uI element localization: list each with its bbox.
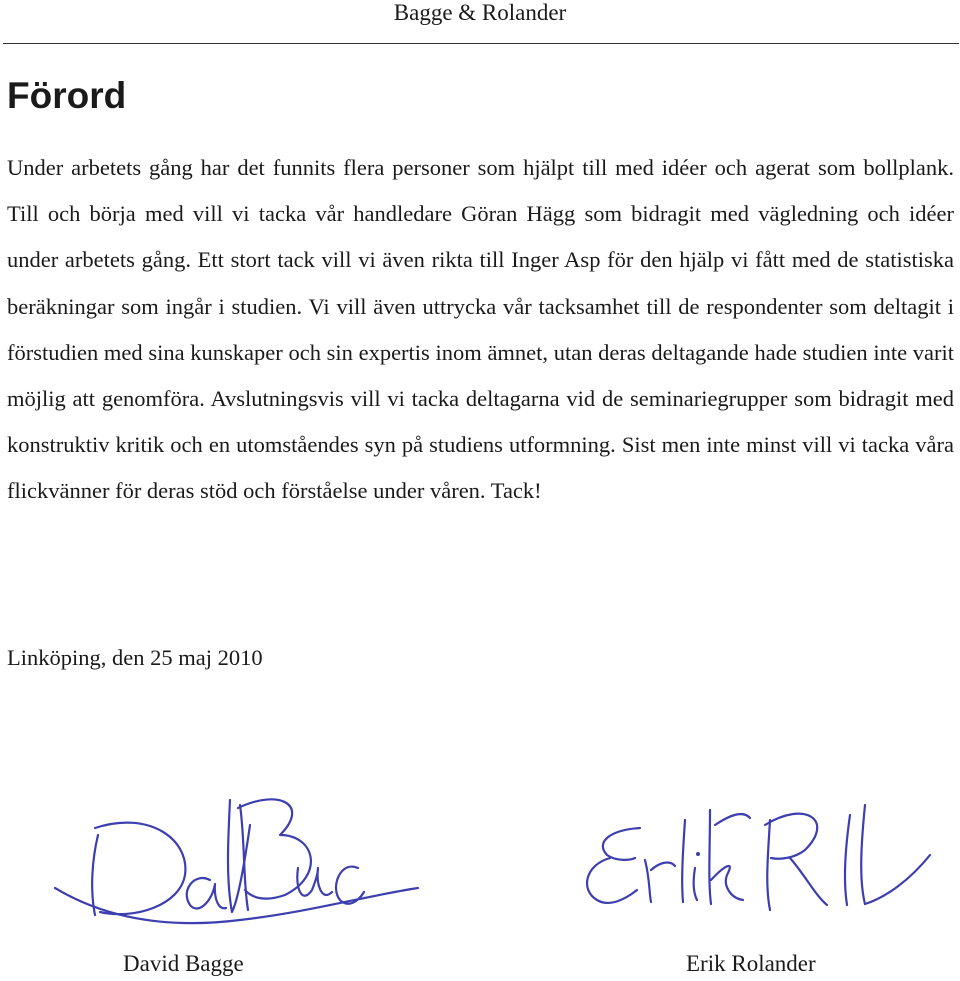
- signature-david-bagge: [40, 780, 420, 930]
- signer-name-left: David Bagge: [123, 951, 244, 976]
- running-header: Bagge & Rolander: [393, 0, 567, 25]
- header-divider: [3, 43, 959, 44]
- signer-name-right: Erik Rolander: [686, 951, 816, 976]
- place-date: Linköping, den 25 maj 2010: [7, 645, 263, 670]
- signature-erik-rolander: [565, 780, 935, 930]
- preface-paragraph: Under arbetets gång har det funnits flera personer som hjälpt till med idéer och agerat som bollplank. Till och börja med vill vi tacka vår handledare Göran Hägg som bidragit med vägledning och idéer under arbetets gång. Ett stort tack vill vi även rikta till Inger Asp för den hjälp vi fått med de statistiska beräkningar som ingår i studien. Vi vill även uttrycka vår tacksamhet till de respondenter som deltagit i förstudien med sina kunskaper och sin expertis inom ämnet, utan deras deltagande hade studien inte varit möjlig att genomföra. Avslutningsvis vill vi tacka deltagarna vid de seminariegrupper som bidragit med konstruktiv kritik och en utomståendes syn på studiens utformning. Sist men inte minst vill vi tacka våra flickvänner för deras stöd och förståelse under våren. Tack!: [7, 155, 954, 504]
- page-title: Förord: [7, 75, 127, 116]
